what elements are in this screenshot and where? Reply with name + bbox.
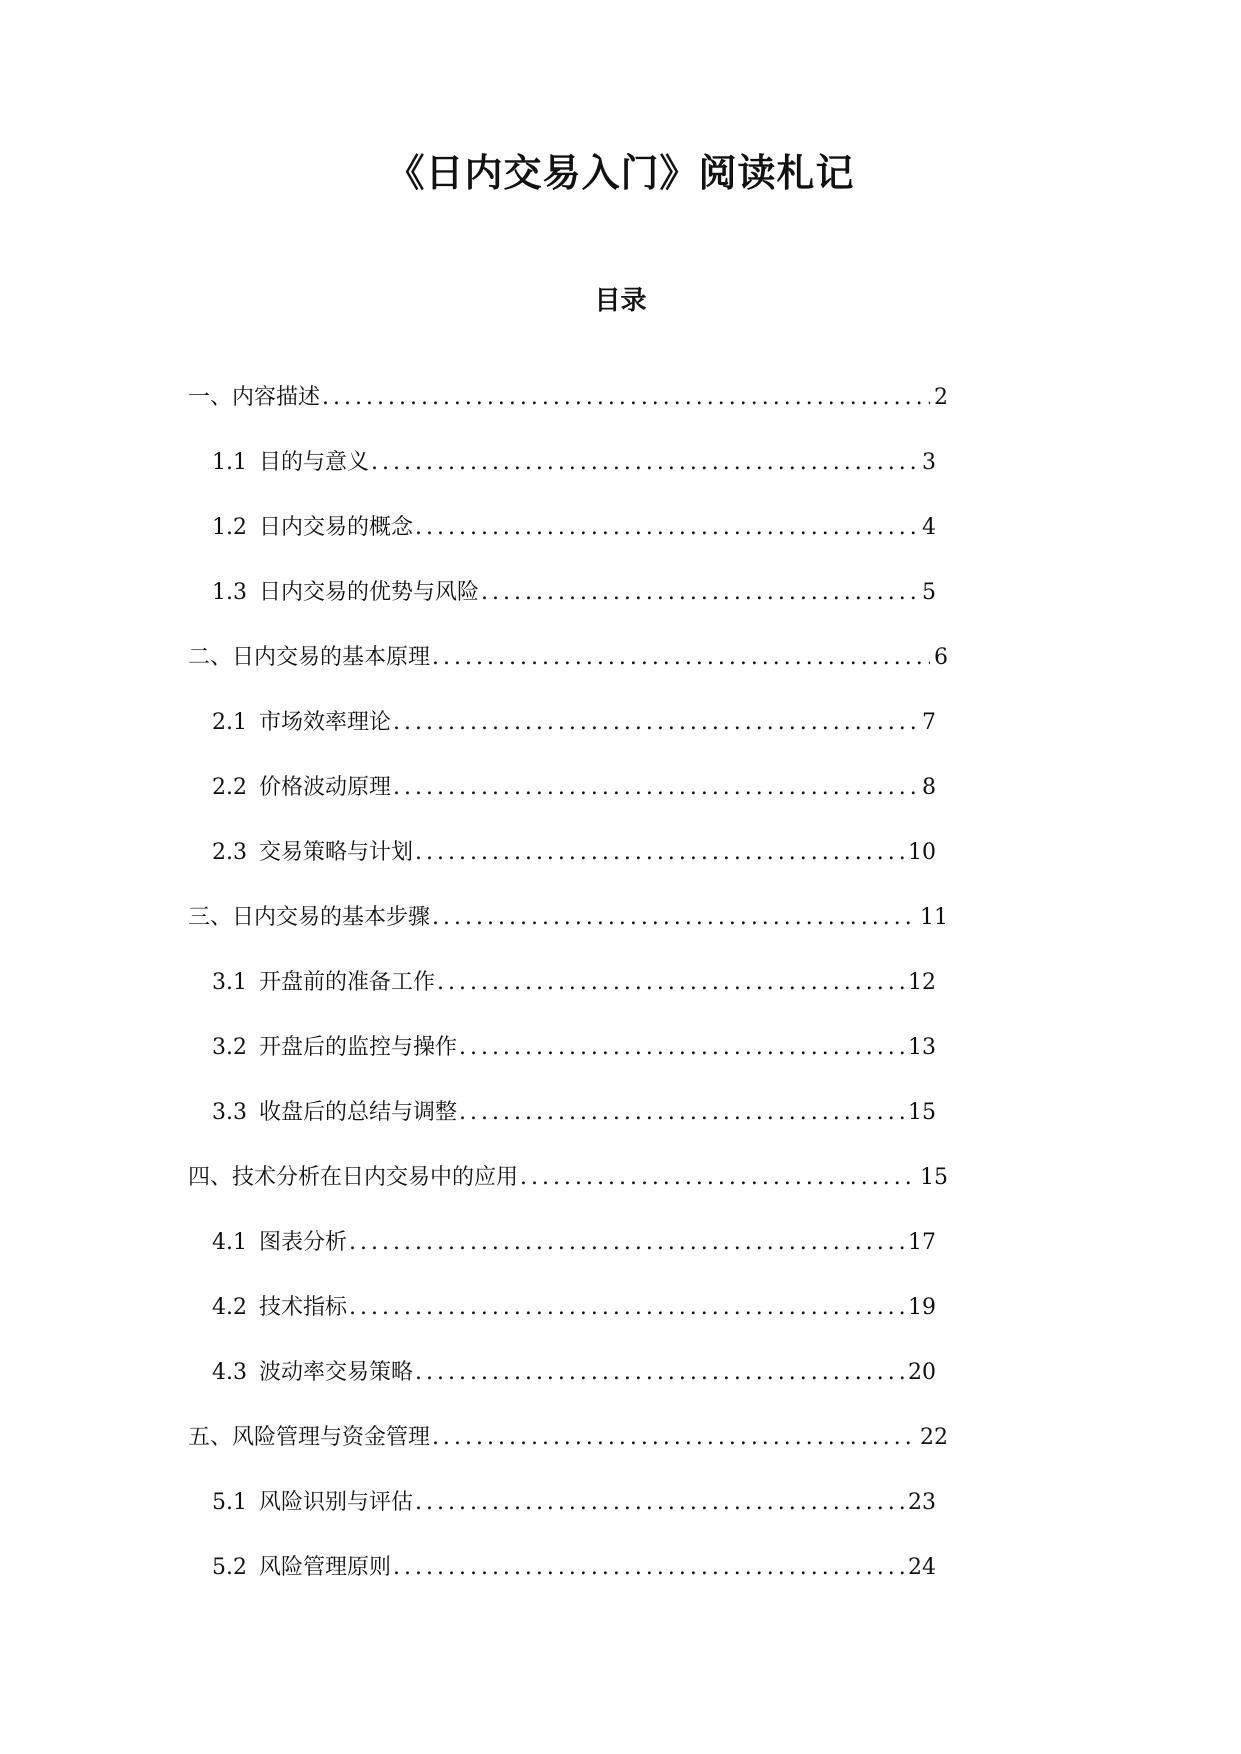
toc-entry-number: 2.2 bbox=[212, 775, 247, 800]
toc-dot-leader bbox=[415, 1488, 904, 1518]
toc-page-number: 10 bbox=[908, 840, 936, 865]
toc-page-number: 4 bbox=[922, 515, 936, 540]
toc-entry-title: 开盘前的准备工作 bbox=[259, 970, 436, 995]
toc-entry[interactable] bbox=[212, 578, 936, 643]
toc-dot-leader bbox=[415, 513, 918, 543]
toc-page-number: 19 bbox=[908, 1295, 936, 1320]
toc-entry[interactable] bbox=[212, 773, 936, 838]
toc-entry-title: 风险管理原则 bbox=[259, 1555, 392, 1580]
toc-dot-leader bbox=[459, 1033, 904, 1063]
toc-entry-number: 2.3 bbox=[212, 840, 247, 865]
toc-entry-title: 日内交易的优势与风险 bbox=[259, 580, 480, 605]
toc-entry[interactable] bbox=[212, 1358, 936, 1423]
toc-entry[interactable] bbox=[188, 903, 948, 968]
toc-dot-leader bbox=[322, 383, 930, 413]
toc-entry-title: 开盘后的监控与操作 bbox=[259, 1035, 458, 1060]
toc-entry-title: 四、技术分析在日内交易中的应用 bbox=[188, 1165, 519, 1190]
toc-entry[interactable] bbox=[212, 1553, 936, 1618]
toc-entry[interactable] bbox=[212, 448, 936, 513]
toc-dot-leader bbox=[437, 968, 904, 998]
toc-entry[interactable] bbox=[212, 1488, 936, 1553]
toc-dot-leader bbox=[432, 903, 916, 933]
toc-dot-leader bbox=[520, 1163, 916, 1193]
toc-entry[interactable] bbox=[188, 1163, 948, 1228]
toc-entry[interactable] bbox=[212, 1293, 936, 1358]
toc-entry[interactable] bbox=[188, 643, 948, 708]
toc-entry-number: 3.3 bbox=[212, 1100, 247, 1125]
toc-page-number: 12 bbox=[908, 970, 936, 995]
toc-entry[interactable] bbox=[188, 383, 948, 448]
toc-entry-title: 风险识别与评估 bbox=[259, 1490, 414, 1515]
toc-heading: 目录 bbox=[594, 286, 647, 316]
toc-page-number: 7 bbox=[922, 710, 936, 735]
toc-dot-leader bbox=[432, 643, 930, 673]
toc-page-number: 5 bbox=[922, 580, 936, 605]
table-of-contents bbox=[0, 383, 1241, 1618]
toc-entry-number: 2.1 bbox=[212, 710, 247, 735]
toc-entry-title: 五、风险管理与资金管理 bbox=[188, 1425, 431, 1450]
toc-entry-title: 交易策略与计划 bbox=[259, 840, 414, 865]
toc-entry-number: 5.2 bbox=[212, 1555, 247, 1580]
toc-page-number: 23 bbox=[908, 1490, 936, 1515]
toc-entry-number: 1.2 bbox=[212, 515, 247, 540]
toc-entry-number: 1.3 bbox=[212, 580, 247, 605]
toc-entry-title: 三、日内交易的基本步骤 bbox=[188, 905, 431, 930]
toc-page-number: 15 bbox=[920, 1165, 948, 1190]
toc-page-number: 13 bbox=[908, 1035, 936, 1060]
toc-entry-title: 日内交易的概念 bbox=[259, 515, 414, 540]
toc-entry-title: 一、内容描述 bbox=[188, 385, 321, 410]
toc-entry[interactable] bbox=[212, 1098, 936, 1163]
toc-entry[interactable] bbox=[212, 838, 936, 903]
toc-entry[interactable] bbox=[212, 1228, 936, 1293]
toc-entry[interactable] bbox=[212, 968, 936, 1033]
toc-dot-leader bbox=[415, 838, 904, 868]
toc-page-number: 15 bbox=[908, 1100, 936, 1125]
toc-page-number: 24 bbox=[908, 1555, 936, 1580]
toc-entry-title: 收盘后的总结与调整 bbox=[259, 1100, 458, 1125]
toc-entry-number: 3.1 bbox=[212, 970, 247, 995]
toc-entry-number: 5.1 bbox=[212, 1490, 247, 1515]
toc-entry-number: 4.1 bbox=[212, 1230, 247, 1255]
toc-entry[interactable] bbox=[212, 513, 936, 578]
toc-page-number: 8 bbox=[922, 775, 936, 800]
toc-entry-number: 4.3 bbox=[212, 1360, 247, 1385]
toc-page-number: 20 bbox=[908, 1360, 936, 1385]
toc-entry[interactable] bbox=[188, 1423, 948, 1488]
toc-dot-leader bbox=[393, 1553, 904, 1583]
toc-page-number: 3 bbox=[922, 450, 936, 475]
toc-entry-number: 3.2 bbox=[212, 1035, 247, 1060]
toc-dot-leader bbox=[349, 1228, 904, 1258]
toc-entry-title: 价格波动原理 bbox=[259, 775, 392, 800]
toc-entry-title: 波动率交易策略 bbox=[259, 1360, 414, 1385]
toc-entry-title: 市场效率理论 bbox=[259, 710, 392, 735]
toc-entry-number: 4.2 bbox=[212, 1295, 247, 1320]
toc-page-number: 6 bbox=[934, 645, 948, 670]
toc-entry-title: 二、日内交易的基本原理 bbox=[188, 645, 431, 670]
toc-entry-title: 目的与意义 bbox=[259, 450, 370, 475]
toc-entry-title: 图表分析 bbox=[259, 1230, 348, 1255]
toc-page-number: 22 bbox=[920, 1425, 948, 1450]
toc-entry-number: 1.1 bbox=[212, 450, 247, 475]
document-title: 《日内交易入门》阅读札记 bbox=[386, 151, 855, 195]
toc-dot-leader bbox=[349, 1293, 904, 1323]
toc-entry[interactable] bbox=[212, 1033, 936, 1098]
toc-page-number: 17 bbox=[908, 1230, 936, 1255]
toc-dot-leader bbox=[393, 773, 918, 803]
toc-dot-leader bbox=[415, 1358, 904, 1388]
toc-entry-title: 技术指标 bbox=[259, 1295, 348, 1320]
toc-dot-leader bbox=[481, 578, 918, 608]
toc-page-number: 11 bbox=[920, 905, 948, 930]
toc-entry[interactable] bbox=[212, 708, 936, 773]
toc-dot-leader bbox=[371, 448, 918, 478]
toc-dot-leader bbox=[432, 1423, 916, 1453]
toc-dot-leader bbox=[459, 1098, 904, 1128]
toc-dot-leader bbox=[393, 708, 918, 738]
toc-page-number: 2 bbox=[934, 385, 948, 410]
